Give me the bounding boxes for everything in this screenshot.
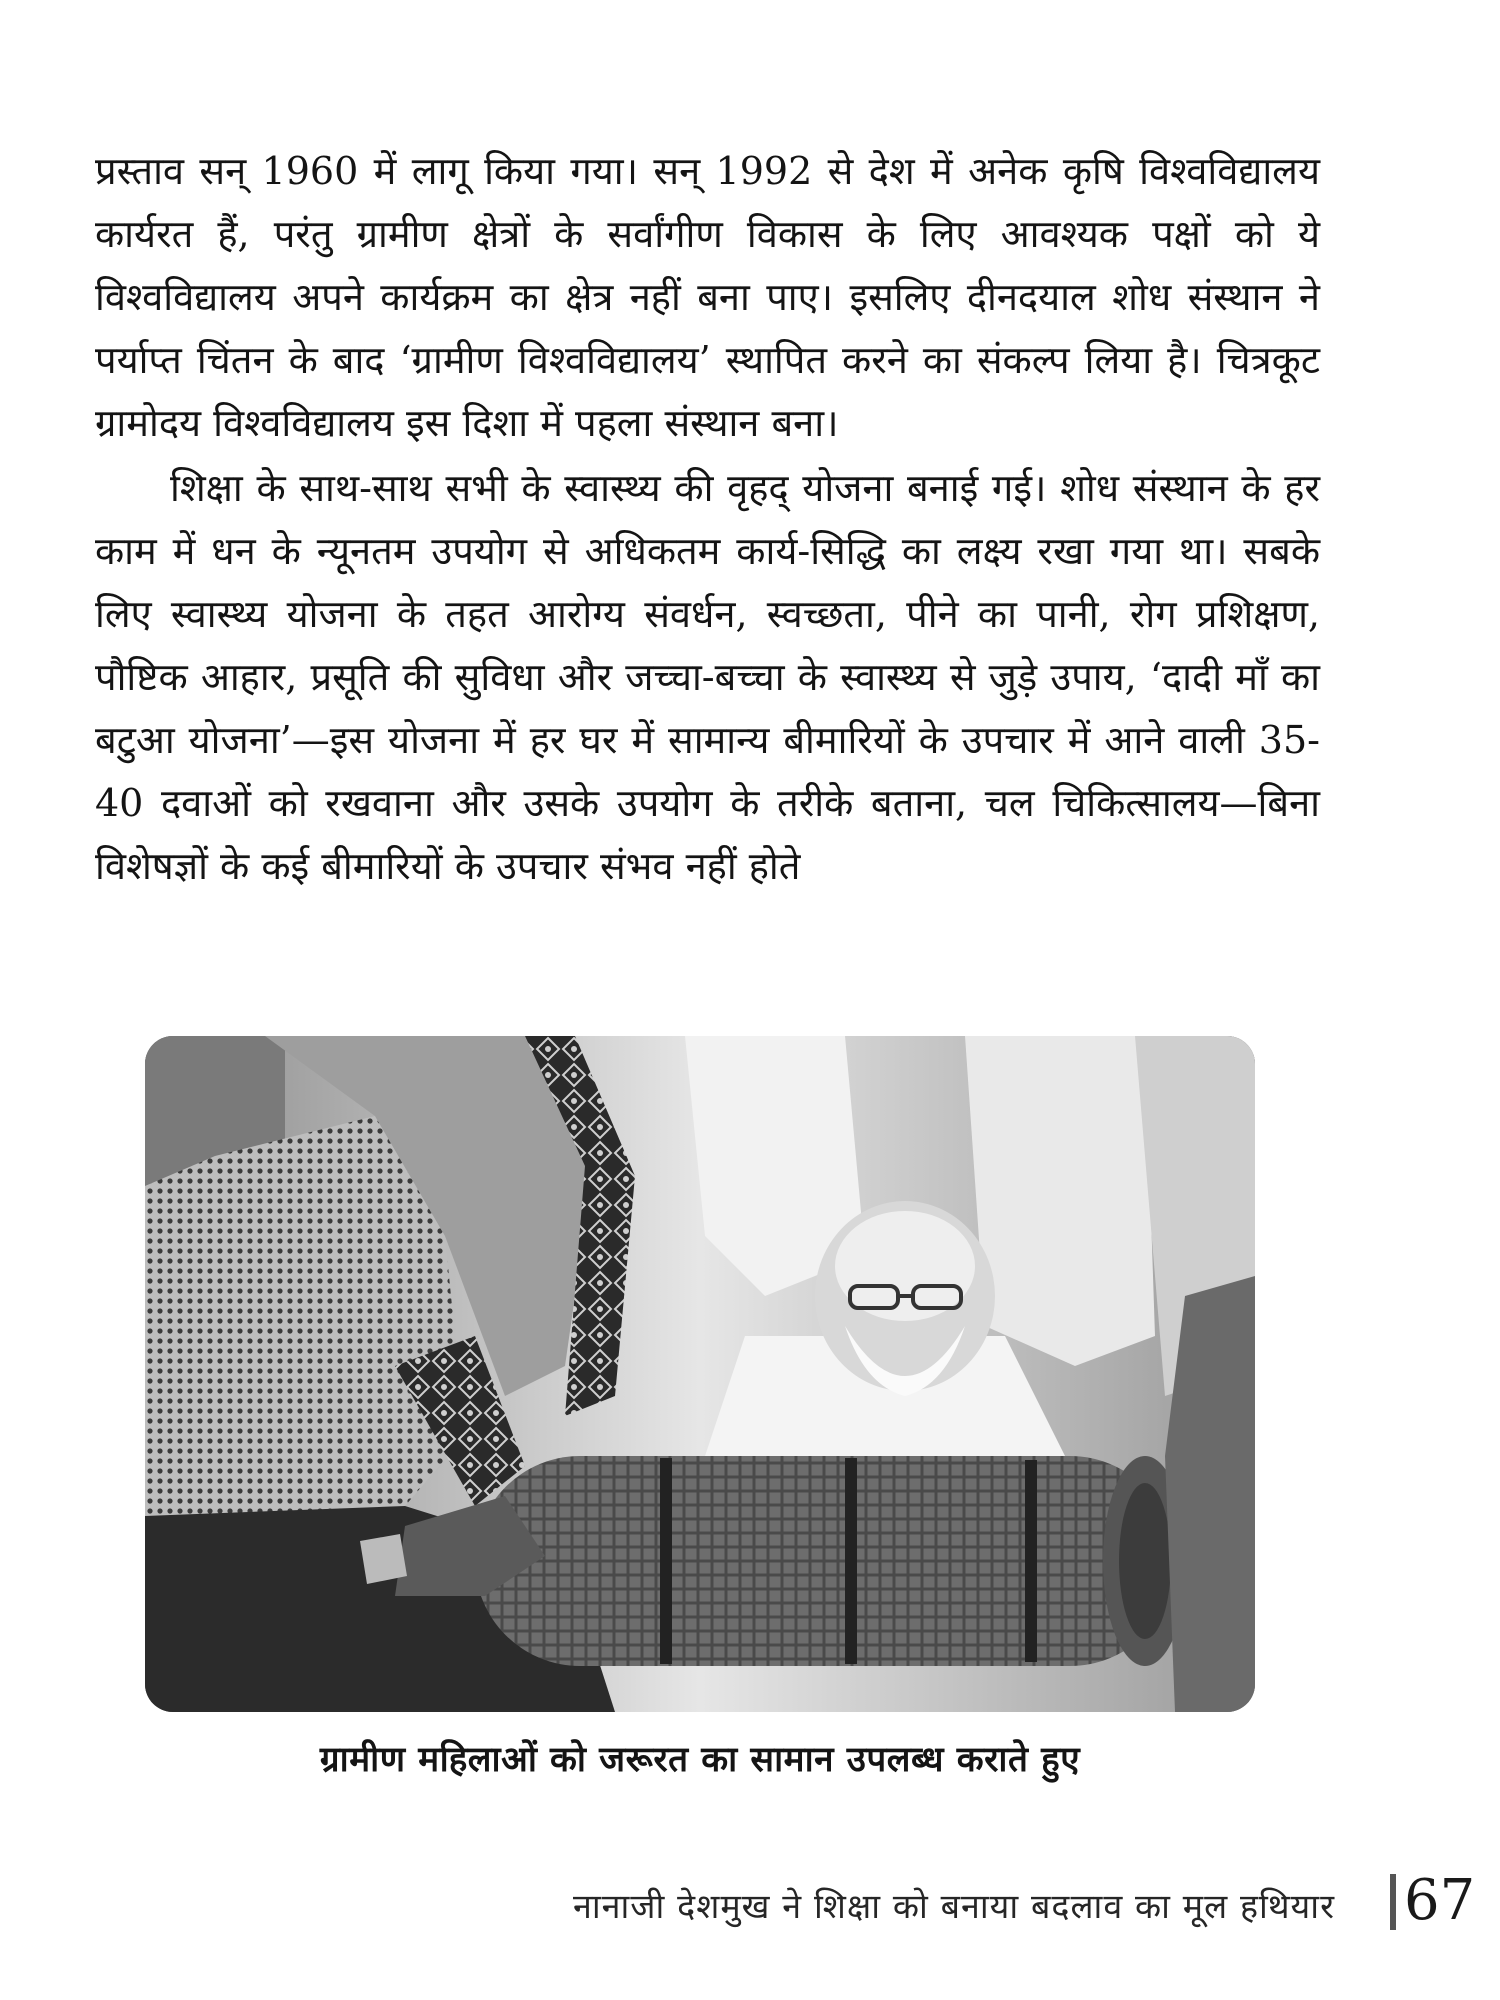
paragraph-1: प्रस्ताव सन् 1960 में लागू किया गया। सन् 1992 से देश में अनेक कृषि विश्वविद्यालय कार्यरत हैं, परंतु ग्रामीण क्षेत्रों के सर्वांगीण विकास के लिए आवश्यक पक्षों को ये विश्वविद्यालय अपने कार्यक्रम का क्षेत्र नहीं बना पाए। इसलिए दीनदयाल शोध संस्थान ने पर्याप्त चिंतन के बाद ‘ग्रामीण विश्वविद्यालय’ स्थापित करने का संकल्प लिया है। चित्रकूट ग्रामोदय विश्वविद्यालय इस दिशा में पहला संस्थान बना।: [95, 149, 1320, 445]
photograph: [145, 1036, 1255, 1712]
page-footer: [0, 1870, 1500, 1940]
figure-caption: ग्रामीण महिलाओं को जरूरत का सामान उपलब्ध कराते हुए: [319, 1739, 1081, 1780]
paragraph-2: शिक्षा के साथ-साथ सभी के स्वास्थ्य की वृहद् योजना बनाई गई। शोध संस्थान के हर काम में धन के न्यूनतम उपयोग से अधिकतम कार्य-सिद्धि का लक्ष्य रखा गया था। सबके लिए स्वास्थ्य योजना के तहत आरोग्य संवर्धन, स्वच्छता, पीने का पानी, रोग प्रशिक्षण, पौष्टिक आहार, प्रसूति की सुविधा और जच्चा-बच्चा के स्वास्थ्य से जुड़े उपाय, ‘दादी माँ का बटुआ योजना’—इस योजना में हर घर में सामान्य बीमारियों के उपचार में आने वाली 35-40 दवाओं को रखवाना और उसके उपयोग के तरीके बताना, चल चिकित्सालय—बिना विशेषज्ञों के कई बीमारियों के उपचार संभव नहीं होते: [95, 466, 1320, 888]
running-title: नानाजी देशमुख ने शिक्षा को बनाया बदलाव का मूल हथियार: [572, 1887, 1335, 1927]
footer-divider: [1390, 1874, 1396, 1930]
body-text: [95, 140, 1320, 898]
page-number: 67: [1404, 1868, 1476, 1933]
photo-illustration: [145, 1036, 1255, 1712]
